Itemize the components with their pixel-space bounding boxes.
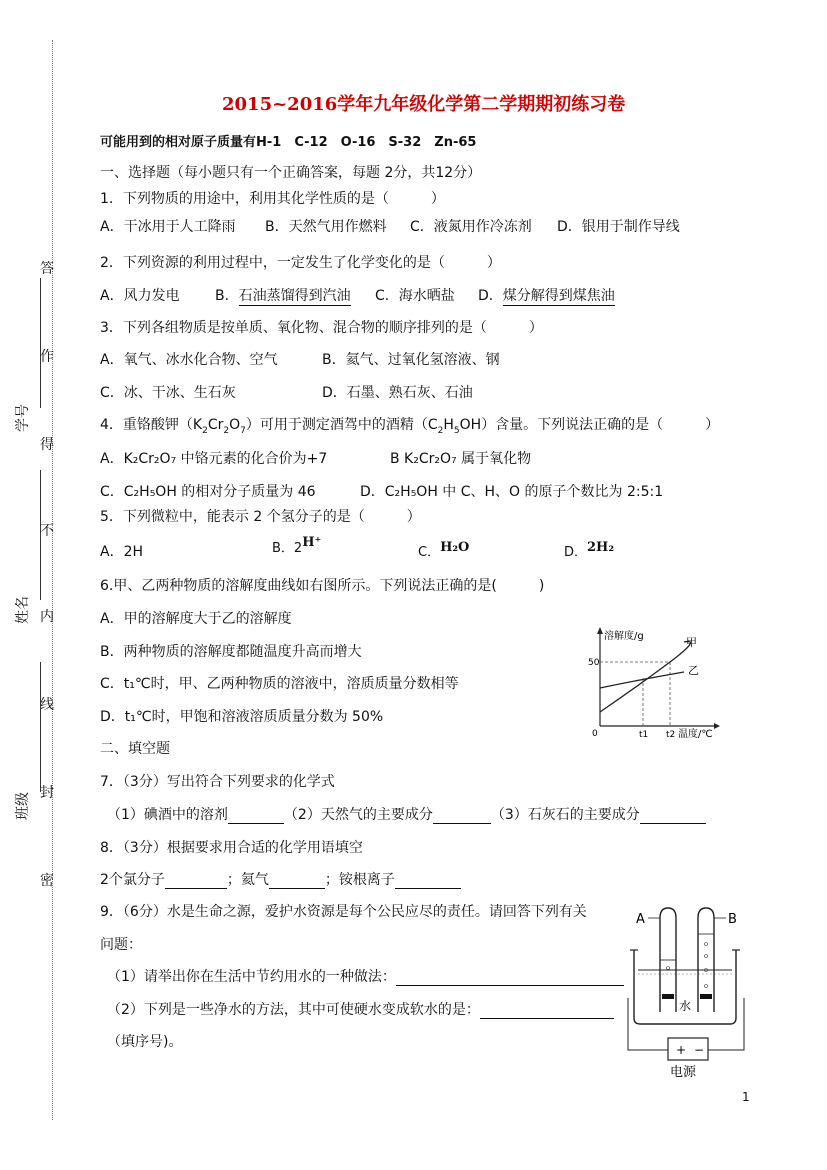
name-line <box>40 470 41 600</box>
seal-char-8: 密 <box>40 873 54 889</box>
q7-parts: （1）碘酒中的溶剂 （2）天然气的主要成分 （3）石灰石的主要成分 <box>107 804 706 824</box>
seal-char-1: 答 <box>40 261 54 277</box>
atomic-masses: 可能用到的相对原子质量有H-1 C-12 O-16 S-32 Zn-65 <box>100 135 477 150</box>
q2-stem: 2．下列资源的利用过程中，一定发生了化学变化的是（ ） <box>100 255 501 271</box>
q4-option-d: D．C₂H₅OH 中 C、H、O 的原子个数比为 2:5:1 <box>360 484 664 500</box>
q3-option-d: D．石墨、熟石灰、石油 <box>322 385 473 401</box>
seal-char-3: 得 <box>40 437 54 453</box>
q8-stem: 8．（3分）根据要求用合适的化学用语填空 <box>100 840 363 856</box>
q5-option-a: A．2H <box>100 544 144 560</box>
q2-option-b: B．石油蒸馏得到汽油 <box>215 285 351 306</box>
q1-stem: 1．下列物质的用途中，利用其化学性质的是（ ） <box>100 191 445 207</box>
q1-option-d: D．银用于制作导线 <box>557 219 680 235</box>
q7-blank-2[interactable] <box>433 809 491 824</box>
chart-x-arrow <box>714 723 720 729</box>
q6-option-b: B．两种物质的溶解度都随温度升高而增大 <box>100 644 362 660</box>
label-power: 电源 <box>670 1065 697 1080</box>
name-label: 姓名 <box>15 596 31 624</box>
q9-stem: 9．（6分）水是生命之源，爱护水资源是每个公民应尽的责任。请回答下列有关 <box>100 904 587 920</box>
q8-blank-2[interactable] <box>269 874 325 889</box>
label-a: A <box>636 912 645 927</box>
q2-option-c: C．海水晒盐 <box>375 288 455 304</box>
seal-char-6: 线 <box>40 697 54 713</box>
binding-dotted-line <box>52 40 53 1120</box>
q9-stem-2: 问题： <box>100 937 142 953</box>
section-1-heading: 一、选择题（每小题只有一个正确答案，每题 2分，共12分） <box>100 165 482 181</box>
q6-option-a: A．甲的溶解度大于乙的溶解度 <box>100 611 292 627</box>
chart-label-yi: 乙 <box>688 664 699 677</box>
class-line <box>40 662 41 792</box>
seal-char-4: 不 <box>40 523 54 539</box>
q4-option-c: C．C₂H₅OH 的相对分子质量为 46 <box>100 484 316 500</box>
electrode-b <box>700 994 712 999</box>
page-number: 1 <box>742 1090 750 1104</box>
q8-blank-1[interactable] <box>165 874 227 889</box>
q9-blank-1[interactable] <box>396 971 624 986</box>
q6-option-c: C．t₁℃时，甲、乙两种物质的溶液中，溶质质量分数相等 <box>100 676 459 692</box>
label-minus: − <box>694 1043 705 1057</box>
q1-option-a: A．干冰用于人工降雨 <box>100 219 236 235</box>
q3-stem: 3．下列各组物质是按单质、氧化物、混合物的顺序排列的是（ ） <box>100 320 543 336</box>
class-label: 班级 <box>15 792 31 820</box>
q3-option-b: B．氦气、过氧化氢溶液、钢 <box>322 352 500 368</box>
q9-part-3: （填序号)。 <box>107 1034 183 1050</box>
chart-xlabel: 温度/℃ <box>678 729 713 740</box>
q4-option-b: B K₂Cr₂O₇ 属于氧化物 <box>390 451 532 467</box>
q5-option-b: B．2H⁺ <box>272 535 322 556</box>
q9-part-2: （2）下列是一些净水的方法，其中可使硬水变成软水的是： <box>107 999 614 1019</box>
electrode-a <box>662 994 674 999</box>
page-title: 2015~2016学年九年级化学第二学期期初练习卷 <box>222 94 626 115</box>
q8-parts: 2个氯分子 ；氦气 ；铵根离子 <box>100 869 461 889</box>
q6-stem: 6.甲、乙两种物质的溶解度曲线如右图所示。下列说法正确的是( ) <box>100 578 545 594</box>
label-water: 水 <box>679 999 692 1013</box>
q9-blank-2[interactable] <box>480 1004 614 1019</box>
chart-tick-t2: t2 <box>666 730 676 740</box>
q2-option-d: D．煤分解得到煤焦油 <box>478 285 615 306</box>
solubility-curve-figure <box>588 622 722 740</box>
q9-part-1: （1）请举出你在生活中节约用水的一种做法： <box>107 966 624 986</box>
q7-blank-3[interactable] <box>640 809 706 824</box>
chart-tick-50: 50 <box>588 658 600 668</box>
q4-option-a: A．K₂Cr₂O₇ 中铬元素的化合价为+7 <box>100 451 328 467</box>
curve-yi <box>600 672 684 688</box>
q8-blank-3[interactable] <box>395 874 461 889</box>
student-id-line <box>40 278 41 408</box>
q2-option-a: A．风力发电 <box>100 288 180 304</box>
q5-stem: 5．下列微粒中，能表示 2 个氢分子的是（ ） <box>100 509 421 525</box>
label-b: B <box>728 912 737 927</box>
chart-tick-t1: t1 <box>639 730 649 740</box>
seal-char-2: 作 <box>40 349 54 365</box>
q7-blank-1[interactable] <box>228 809 284 824</box>
q5-option-d: D．2H₂ <box>564 540 615 560</box>
label-plus: + <box>676 1043 687 1057</box>
chart-label-jia: 甲 <box>686 636 697 649</box>
electrolysis-figure <box>620 898 754 1080</box>
q3-option-c: C．冰、干冰、生石灰 <box>100 385 236 401</box>
q4-stem: 4．重铬酸钾$(K_2Cr_2O_7)$可用于测定酒驾中的酒精$(C_2H_5OH)$含量。下列说法正确的是（ ） <box>100 417 720 436</box>
seal-char-7: 封 <box>40 785 54 801</box>
chart-y-arrow <box>597 627 603 634</box>
curve-jia <box>600 641 690 712</box>
seal-char-5: 内 <box>40 609 54 625</box>
chart-origin: 0 <box>592 729 598 739</box>
q1-option-b: B．天然气用作燃料 <box>265 219 387 235</box>
q5-option-c: C．H₂O <box>418 540 470 560</box>
section-2-heading: 二、填空题 <box>100 741 170 757</box>
q3-option-a: A．氧气、冰水化合物、空气 <box>100 352 278 368</box>
q1-option-c: C．液氮用作冷冻剂 <box>410 219 532 235</box>
q6-option-d: D．t₁℃时，甲饱和溶液溶质质量分数为 50% <box>100 709 384 725</box>
chart-ylabel: 溶解度/g <box>604 631 644 642</box>
q7-stem: 7．（3分）写出符合下列要求的化学式 <box>100 774 335 790</box>
student-id-label: 学号 <box>15 404 31 432</box>
